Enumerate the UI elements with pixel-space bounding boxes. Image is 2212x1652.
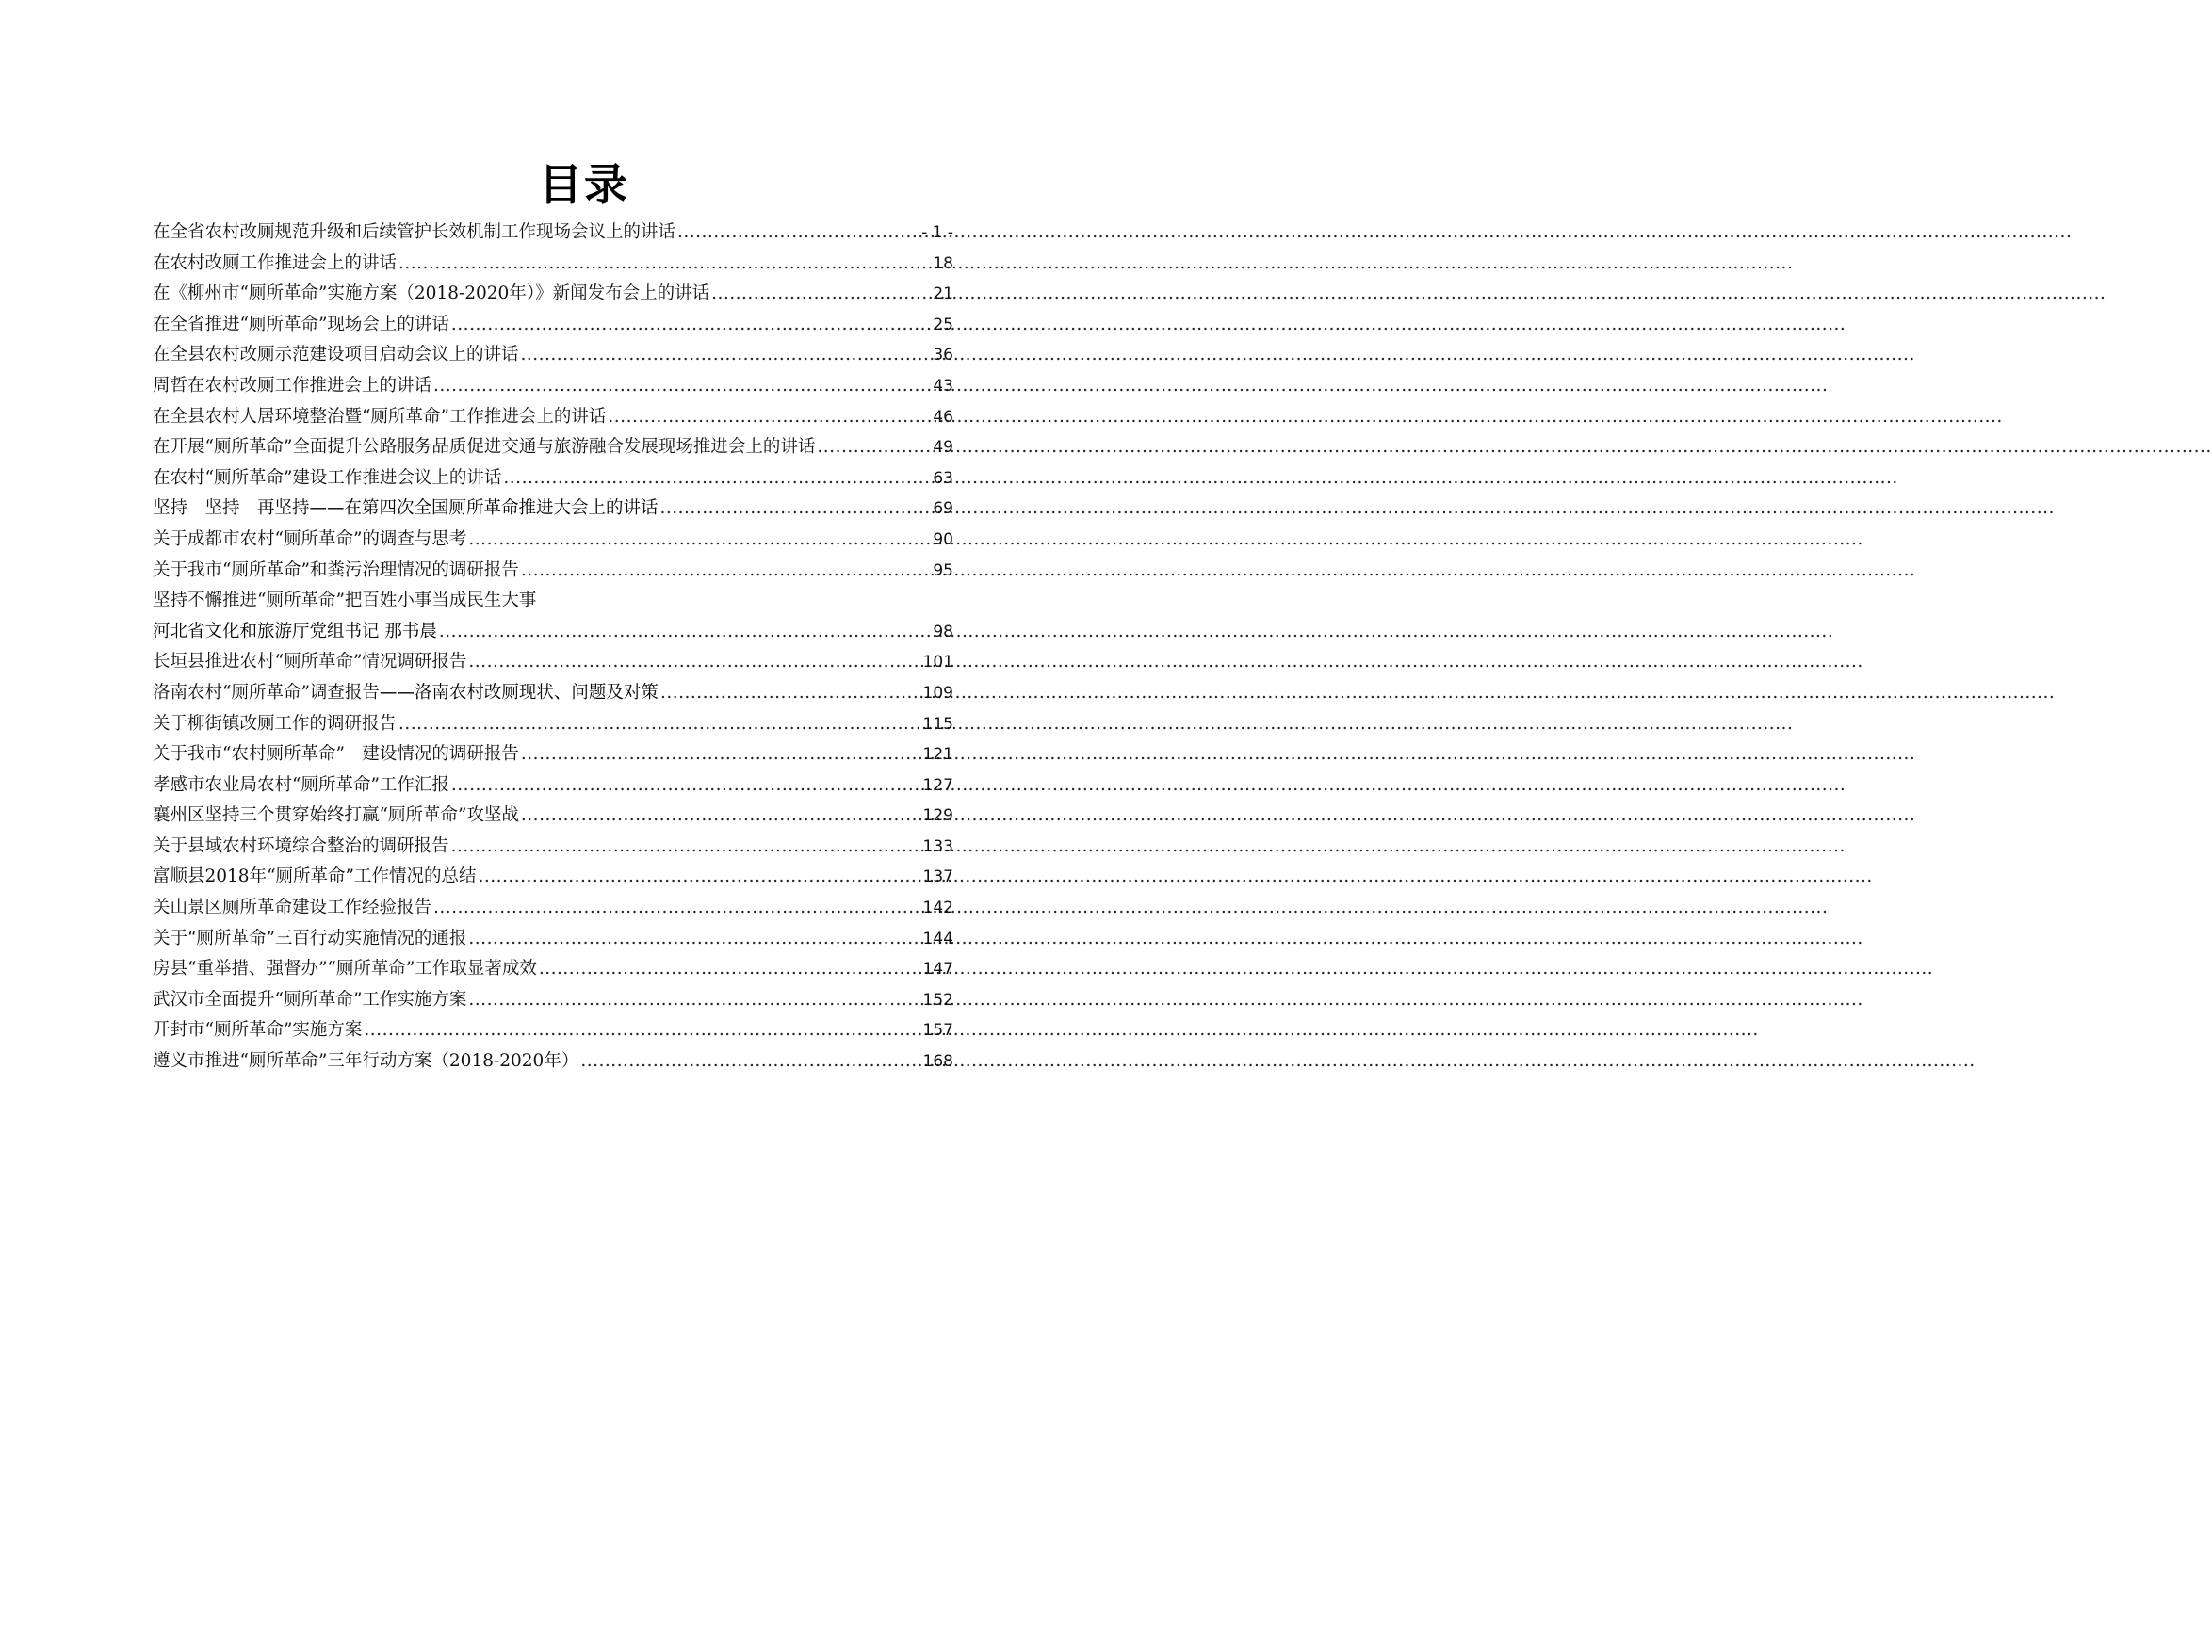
toc-page-number: 49 [933,438,953,458]
toc-page-number: 101 [922,653,953,672]
toc-page-number: 63 [933,468,953,488]
toc-entry-title [153,279,709,310]
toc-entry-title [153,494,659,525]
toc-entry[interactable] [153,647,953,678]
toc-entry-main-text: 孝感市农业局农村“厕所革命”工作汇报 [153,774,449,795]
toc-entry-main-text: 坚持不懈推进“厕所革命”把百姓小事当成民生大事 [153,591,537,611]
toc-page-number: 133 [922,836,953,856]
toc-entry-title [153,678,659,709]
toc-page-number: 142 [922,899,953,918]
toc-entry[interactable] [153,218,953,249]
toc-entry-main-text: 关于成都市农村“厕所革命”的调查与思考 [153,528,467,549]
toc-entry-title [153,647,466,678]
toc-dot-leader [468,985,920,1016]
toc-dot-leader [468,924,920,955]
toc-entry-title [153,218,675,249]
toc-entry[interactable] [153,678,953,709]
toc-entry[interactable] [153,709,953,740]
toc-entry-main-text: 房县“重举措、强督办”“厕所革命”工作取显著成效 [153,959,537,980]
toc-entry-title [153,924,466,955]
toc-entry-subtitle: ——洛南农村改厕现状、问题及对策 [379,682,659,703]
toc-page-number: 137 [922,867,953,887]
toc-page-number: 46 [933,407,953,427]
toc-dot-leader [521,340,932,371]
toc-page-number: 152 [922,990,953,1010]
table-of-contents [153,218,953,1077]
toc-page-number: 157 [922,1021,953,1041]
toc-entry-main-text: 长垣县推进农村“厕所革命”情况调研报告 [153,652,467,672]
toc-entry-main-text: 在全县农村人居环境整治暨“厕所革命”工作推进会上的讲话 [153,406,607,427]
toc-entry[interactable] [153,924,953,955]
toc-entry-title [153,739,519,770]
toc-entry-main-text: 开封市“厕所革命”实施方案 [153,1020,363,1041]
toc-entry-title [153,709,397,740]
toc-dot-leader [433,893,921,924]
toc-entry[interactable] [153,1015,953,1046]
toc-entry-subtitle: 河北省文化和旅游厅党组书记 那书晨 [153,621,437,641]
toc-entry[interactable] [153,893,953,924]
toc-entry-title [153,402,606,433]
toc-page-number: 21 [933,284,953,304]
toc-dot-leader [539,954,921,985]
toc-dot-leader [451,770,921,802]
toc-page-number: 147 [922,960,953,980]
toc-entry[interactable] [153,525,953,556]
toc-entry-subtitle: ——在第四次全国厕所革命推进大会上的讲话 [309,498,659,519]
toc-entry[interactable] [153,310,953,341]
toc-entry[interactable] [153,862,953,893]
toc-entry-main-text: 在全省推进“厕所革命”现场会上的讲话 [153,314,449,334]
toc-dot-leader [660,678,921,709]
toc-entry[interactable] [153,586,953,617]
toc-entry-title [153,893,431,924]
toc-page-number: 25 [933,315,953,334]
toc-dot-leader [521,556,931,587]
toc-entry-title [153,954,537,985]
toc-entry[interactable] [153,770,953,802]
toc-entry-main-text: 在农村“厕所革命”建设工作推进会议上的讲话 [153,467,502,488]
toc-dot-leader [677,218,919,249]
toc-entry-main-text: 洛南农村“厕所革命”调查报告 [153,682,380,703]
toc-page-number: 144 [922,929,953,948]
toc-page-number: 98 [933,622,953,641]
toc-entry-title [153,310,449,341]
toc-entry[interactable] [153,402,953,433]
toc-entry[interactable] [153,954,953,985]
toc-dot-leader [433,371,931,402]
toc-entry[interactable] [153,494,953,525]
toc-dot-leader [608,402,931,433]
toc-dot-leader [398,709,921,740]
toc-page-number: 129 [922,806,953,826]
toc-entry-main-text: 在全省农村改厕规范升级和后续管护长效机制工作现场会议上的讲话 [153,222,676,242]
toc-entry-title [153,340,519,371]
toc-entry-main-text: 坚持 坚持 再坚持 [153,498,310,519]
toc-dot-leader [817,432,931,463]
toc-entry-title [153,556,519,587]
toc-page-number: 127 [922,775,953,795]
toc-dot-leader [451,310,931,341]
toc-entry-main-text: 在农村改厕工作推进会上的讲话 [153,252,398,273]
toc-page-number: 90 [933,529,953,549]
toc-entry-main-text: 在《柳州市“厕所革命”实施方案（2018-2020年）》新闻发布会上的讲话 [153,283,710,304]
toc-entry-title [153,770,449,802]
toc-entry[interactable] [153,556,953,587]
toc-entry-title [153,862,477,893]
toc-page-number: 18 [933,253,953,273]
toc-entry[interactable] [153,1046,953,1077]
toc-entry-title [153,985,466,1016]
toc-entry[interactable] [153,985,953,1016]
toc-dot-leader [364,1015,920,1046]
toc-page-number: 43 [933,376,953,396]
toc-page-number: 115 [922,714,953,734]
toc-entry-title [153,586,536,617]
toc-entry-title [153,1015,362,1046]
toc-dot-leader [398,249,931,280]
toc-page-number: 121 [922,745,953,765]
toc-entry-main-text: 武汉市全面提升“厕所革命”工作实施方案 [153,989,467,1010]
toc-page-number: 168 [922,1052,953,1072]
toc-entry[interactable] [153,617,953,648]
toc-entry-main-text: 关山景区厕所革命建设工作经验报告 [153,898,432,918]
toc-page-number: - 1 - [921,223,953,242]
toc-entry-title [153,832,449,863]
toc-entry-main-text: 在全县农村改厕示范建设项目启动会议上的讲话 [153,345,519,365]
toc-dot-leader [479,862,921,893]
toc-dot-leader [468,647,920,678]
toc-entry-title [153,249,397,280]
toc-entry[interactable] [153,432,953,463]
toc-entry-main-text: 关于县域农村环境综合整治的调研报告 [153,835,449,856]
toc-dot-leader [503,463,931,494]
toc-entry-title [153,617,437,648]
toc-entry-main-text: 关于柳街镇改厕工作的调研报告 [153,713,398,734]
toc-entry-main-text: 富顺县2018年“厕所革命”工作情况的总结 [153,866,477,887]
toc-entry-title [153,801,519,832]
toc-entry-main-text: 遵义市推进“厕所革命”三年行动方案（2018-2020年） [153,1051,579,1072]
toc-entry-main-text: 在开展“厕所革命”全面提升公路服务品质促进交通与旅游融合发展现场推进会上的讲话 [153,437,816,458]
toc-entry-main-text: 关于“厕所革命”三百行动实施情况的通报 [153,928,467,948]
toc-entry-title [153,463,501,494]
toc-page-number: 109 [922,683,953,703]
toc-entry[interactable] [153,249,953,280]
toc-entry-title [153,1046,578,1077]
toc-entry[interactable] [153,832,953,863]
toc-entry[interactable] [153,739,953,770]
toc-entry[interactable] [153,279,953,310]
toc-entry[interactable] [153,801,953,832]
toc-dot-leader [660,494,932,525]
toc-entry[interactable] [153,371,953,402]
toc-title: 目录 [539,159,629,210]
toc-entry[interactable] [153,340,953,371]
toc-entry-title [153,371,431,402]
toc-dot-leader [521,801,921,832]
toc-entry-title [153,525,466,556]
toc-page-number: 36 [933,346,953,365]
toc-entry[interactable] [153,463,953,494]
toc-dot-leader [521,739,921,770]
toc-dot-leader [439,617,931,648]
toc-dot-leader [711,279,931,310]
toc-entry-main-text: 襄州区坚持三个贯穿始终打赢“厕所革命”攻坚战 [153,805,519,826]
toc-entry-main-text: 周哲在农村改厕工作推进会上的讲话 [153,375,432,396]
toc-page-number: 69 [933,499,953,519]
toc-dot-leader [468,525,931,556]
toc-dot-leader [580,1046,920,1077]
toc-page-number: 95 [933,560,953,580]
toc-entry-main-text: 关于我市“农村厕所革命” 建设情况的调研报告 [153,744,519,765]
toc-dot-leader [451,832,921,863]
toc-entry-title [153,432,815,463]
toc-entry-main-text: 关于我市“厕所革命”和粪污治理情况的调研报告 [153,559,519,580]
